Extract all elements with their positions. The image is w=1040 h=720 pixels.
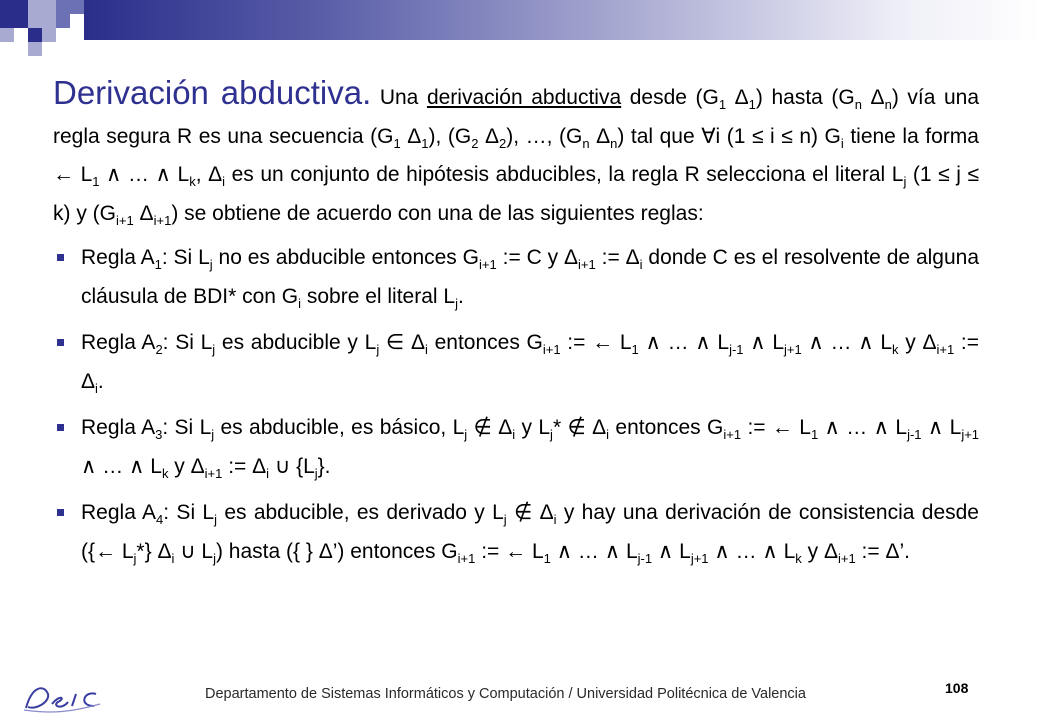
header-square <box>56 14 70 28</box>
rule-a4 <box>53 494 979 571</box>
text-run: y Δ <box>168 454 205 478</box>
text-run: . <box>457 284 464 308</box>
subscript: 1 <box>810 427 819 442</box>
subscript: n <box>854 97 862 112</box>
subscript: i <box>840 135 844 151</box>
subscript: j <box>212 342 216 357</box>
text-run: := ← L <box>741 416 811 439</box>
text-run: Regla A <box>81 501 157 524</box>
subscript: j+1 <box>690 550 709 566</box>
subscript: j+1 <box>961 427 980 442</box>
text-run: entonces G <box>427 331 543 354</box>
subscript: j-1 <box>637 550 653 566</box>
subscript: 1 <box>421 135 429 151</box>
text-run: : Si L <box>162 331 213 354</box>
defined-term: derivación abductiva <box>426 86 622 109</box>
rule-a3 <box>53 409 979 486</box>
subscript: n <box>884 97 892 112</box>
text-run: ∧ … ∧ L <box>708 539 796 563</box>
subscript: 1 <box>393 135 401 151</box>
square-bullet-icon <box>57 339 64 346</box>
subscript: j <box>214 512 217 527</box>
header-square <box>14 14 28 28</box>
header-square <box>28 0 56 28</box>
text-run: sobre el literal L <box>301 284 456 308</box>
text-run: Regla A <box>81 331 156 354</box>
rules-list <box>53 239 979 571</box>
text-run: , Δ <box>195 163 223 186</box>
text-run: ∧ … ∧ L <box>550 539 638 563</box>
definition-paragraph <box>53 74 979 233</box>
subscript: 2 <box>499 135 507 151</box>
subscript: i <box>512 427 516 442</box>
text-run: Δ <box>726 86 749 109</box>
subscript: j <box>503 512 507 527</box>
subscript: i+1 <box>153 212 172 228</box>
text-run: entonces G <box>609 416 724 439</box>
subscript: j <box>376 342 380 357</box>
subscript: j <box>314 465 318 481</box>
text-run: tiene la forma ← L <box>53 124 979 186</box>
rule-a1 <box>53 239 979 316</box>
slide-heading: Derivación abductiva. <box>53 74 372 111</box>
text-run: ∧ L <box>921 416 962 439</box>
subscript: j <box>464 427 468 442</box>
subscript: j <box>550 427 553 442</box>
text-run: . <box>97 369 104 393</box>
text-run: := ← L <box>560 331 632 354</box>
text-run: ) hasta (G <box>755 86 855 109</box>
subscript: i <box>424 342 428 357</box>
text-run: ), …, (G <box>506 124 583 148</box>
text-run: ∈ Δ <box>379 331 425 354</box>
text-run: : Si L <box>163 501 215 524</box>
text-run: ∉ Δ <box>467 416 513 439</box>
text-run: ∪ L <box>174 539 214 563</box>
subscript: j <box>209 257 213 272</box>
text-run: *} Δ <box>136 539 172 563</box>
subscript: i <box>171 550 175 566</box>
text-run: ∧ … ∧ L <box>638 331 730 354</box>
text-run: es abducible, es derivado y L <box>217 501 504 524</box>
text-run: ∧ L <box>652 539 691 563</box>
subscript: 1 <box>543 550 551 566</box>
subscript: 1 <box>748 97 756 112</box>
header-square <box>28 42 42 56</box>
text-run: Δ <box>478 124 499 148</box>
header-square <box>56 0 84 14</box>
subscript: 4 <box>156 512 164 527</box>
subscript: 1 <box>718 97 727 112</box>
subscript: i+1 <box>936 342 955 357</box>
subscript: i <box>298 295 302 311</box>
rule-a2 <box>53 324 979 401</box>
text-run: y L <box>515 416 551 439</box>
subscript: i+1 <box>457 550 476 566</box>
page-number: 108 <box>945 680 969 696</box>
text-run: Regla A <box>81 416 156 439</box>
text-run: desde (G <box>621 86 719 109</box>
text-run: (1 ≤ j ≤ k) y (G <box>53 163 980 225</box>
text-run: ), (G <box>428 124 472 148</box>
square-bullet-icon <box>57 254 64 261</box>
square-bullet-icon <box>57 424 64 431</box>
subscript: i <box>95 380 98 396</box>
text-run: ∧ … ∧ L <box>818 416 908 439</box>
subscript: i+1 <box>723 427 742 442</box>
text-run: := Δ <box>81 331 980 393</box>
text-run: donde C es el resolvente de alguna cláusula de BDI* con G <box>81 246 980 308</box>
subscript: 3 <box>155 427 163 442</box>
subscript: j <box>903 174 907 189</box>
subscript: 1 <box>154 257 162 272</box>
dsic-logo <box>22 680 102 714</box>
text-run: Una <box>379 86 427 109</box>
subscript: n <box>582 135 590 151</box>
subscript: k <box>189 174 196 189</box>
subscript: j <box>213 550 216 566</box>
subscript: i <box>639 257 643 272</box>
subscript: i+1 <box>542 342 561 357</box>
subscript: i+1 <box>838 550 856 566</box>
subscript: i <box>553 512 557 527</box>
text-run: ) tal que ∀i (1 ≤ i ≤ n) G <box>617 124 841 148</box>
subscript: 2 <box>155 342 163 357</box>
header-square <box>42 28 56 42</box>
subscript: j <box>133 550 137 566</box>
subscript: j+1 <box>784 342 802 357</box>
text-run: es abducible y L <box>215 331 377 354</box>
text-run: es un conjunto de hipótesis abducibles, la regla R selecciona el literal L <box>225 163 904 186</box>
slide-footer <box>0 676 1040 716</box>
text-run: := Δ <box>595 246 640 269</box>
text-run: ∧ … ∧ L <box>99 163 190 186</box>
subscript: i <box>606 427 610 442</box>
subscript: i <box>266 465 270 481</box>
subscript: k <box>795 550 802 566</box>
text-run: ∉ Δ <box>506 501 554 524</box>
subscript: n <box>610 135 618 151</box>
slide-body <box>53 74 979 579</box>
text-run: Δ <box>589 124 611 148</box>
text-run: y Δ <box>898 331 937 354</box>
text-run: := ← L <box>475 539 544 563</box>
subscript: i+1 <box>479 257 497 272</box>
text-run: := Δ’. <box>855 539 911 563</box>
text-run: Regla A <box>81 246 155 269</box>
subscript: i+1 <box>204 465 223 481</box>
header-decoration <box>0 0 1040 56</box>
text-run: Δ <box>861 86 885 109</box>
square-bullet-icon <box>57 509 64 516</box>
subscript: 1 <box>92 174 100 189</box>
text-run: * ∉ Δ <box>552 416 607 439</box>
text-run: }. <box>317 454 331 478</box>
subscript: i+1 <box>578 257 596 272</box>
text-run: no es abducible entonces G <box>212 246 480 269</box>
subscript: k <box>892 342 899 357</box>
text-run: Δ <box>400 124 422 148</box>
subscript: i <box>222 174 226 189</box>
text-run: y Δ <box>801 539 838 563</box>
text-run: := Δ <box>222 454 267 478</box>
text-run: Δ <box>133 201 154 225</box>
text-run: ) vía una regla segura R es una secuencia (G <box>53 86 980 148</box>
text-run: ) hasta ({ } Δ’) entonces G <box>215 539 458 563</box>
subscript: k <box>161 465 169 481</box>
text-run: : Si L <box>162 416 212 439</box>
text-run: ∧ … ∧ L <box>801 331 893 354</box>
subscript: 1 <box>631 342 639 357</box>
subscript: j <box>211 427 215 442</box>
text-run: ∪ {L <box>269 454 315 478</box>
header-square <box>28 28 42 42</box>
text-run: := C y Δ <box>496 246 579 269</box>
text-run: y hay una derivación de consistencia desde ({← L <box>81 501 979 563</box>
text-run: ) se obtiene de acuerdo con una de las siguientes reglas: <box>171 201 704 225</box>
subscript: j <box>455 295 458 311</box>
subscript: j-1 <box>729 342 744 357</box>
subscript: 2 <box>471 135 479 151</box>
text-run: es abducible, es básico, L <box>214 416 465 439</box>
text-run: ∧ L <box>743 331 784 354</box>
subscript: i+1 <box>116 212 134 228</box>
footer-text: Departamento de Sistemas Informáticos y Computación / Universidad Politécnica de Valencia <box>205 686 806 702</box>
header-gradient-bar <box>84 0 1040 40</box>
subscript: j-1 <box>907 427 922 442</box>
text-run: ∧ … ∧ L <box>81 454 162 478</box>
text-run: : Si L <box>161 246 210 269</box>
header-square <box>0 28 14 42</box>
